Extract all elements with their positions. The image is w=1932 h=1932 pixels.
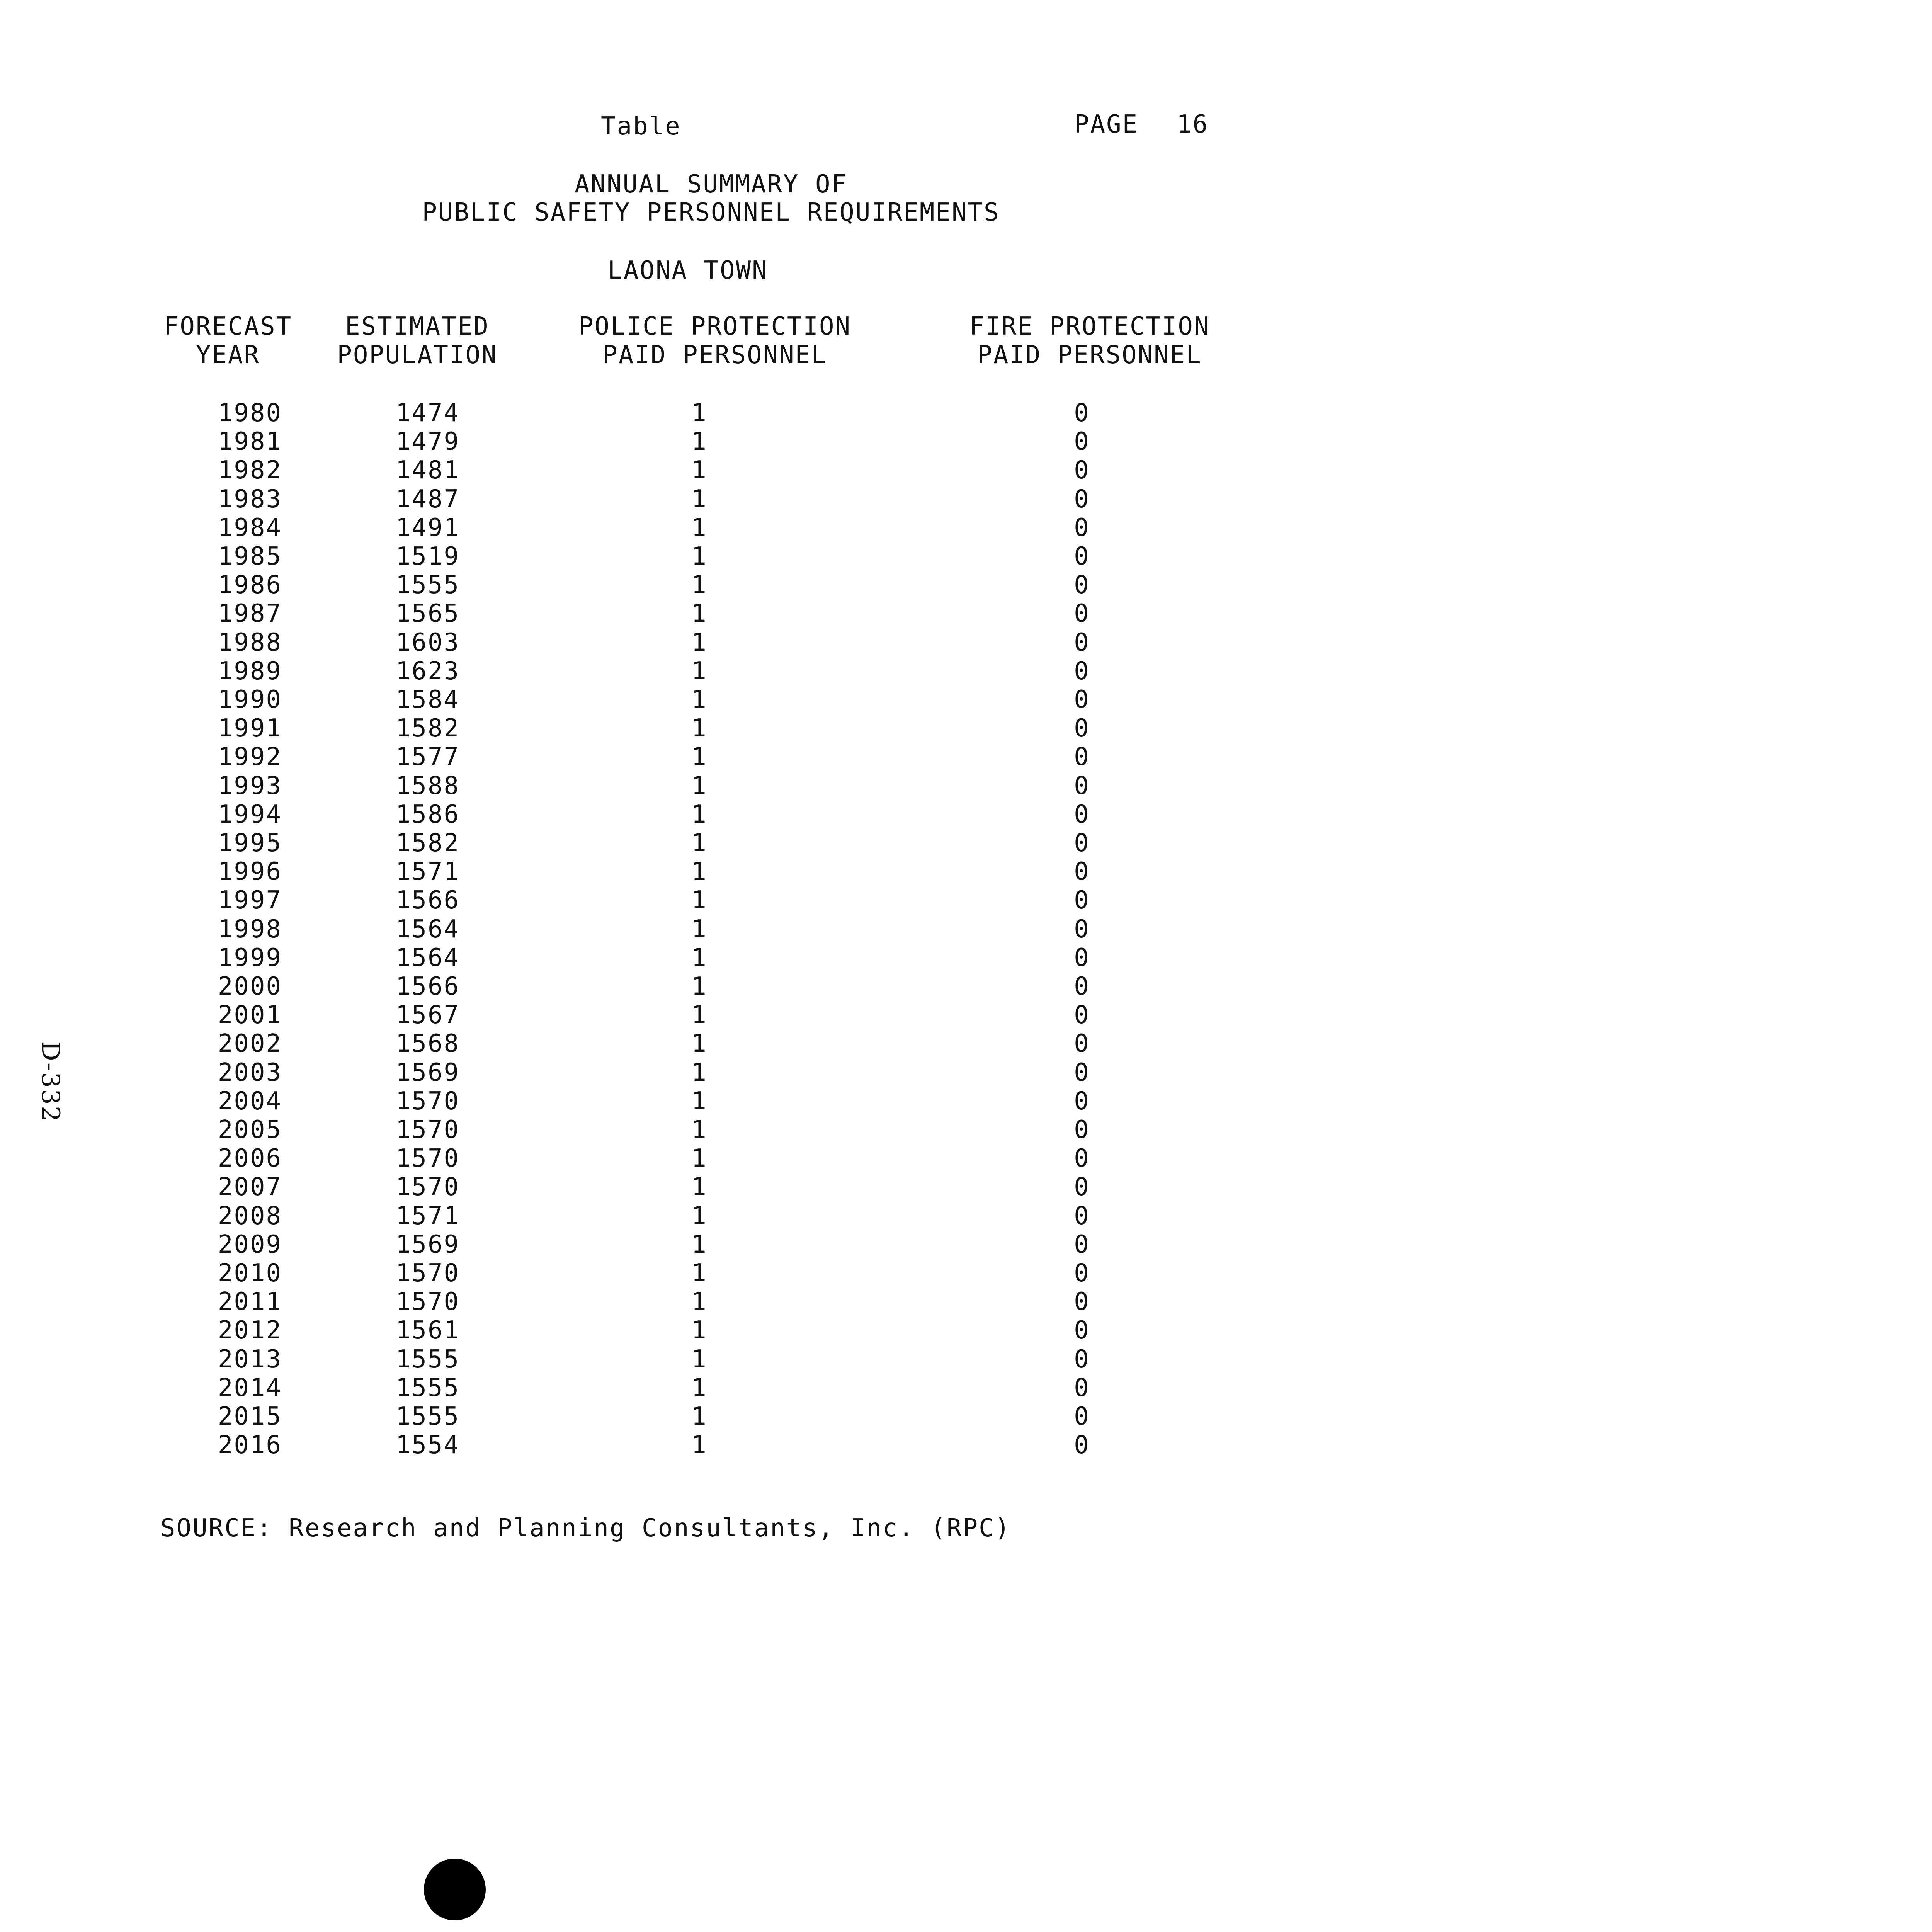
cell-year: 2015: [218, 1402, 282, 1431]
col-header-year-1: FORECAST: [163, 312, 293, 341]
cell-population: 1474: [395, 399, 460, 427]
cell-population: 1554: [395, 1431, 460, 1459]
cell-police-personnel: 1: [691, 743, 707, 771]
cell-police-personnel: 1: [691, 772, 707, 800]
cell-police-personnel: 1: [691, 1087, 707, 1116]
cell-year: 2016: [218, 1431, 282, 1459]
cell-police-personnel: 1: [691, 1029, 707, 1058]
cell-population: 1568: [395, 1029, 460, 1058]
cell-year: 2010: [218, 1259, 282, 1287]
cell-fire-personnel: 0: [1074, 1116, 1090, 1144]
cell-population: 1577: [395, 743, 460, 771]
cell-year: 1994: [218, 800, 282, 829]
cell-police-personnel: 1: [691, 829, 707, 857]
cell-fire-personnel: 0: [1074, 1431, 1090, 1459]
cell-police-personnel: 1: [691, 1374, 707, 1402]
cell-police-personnel: 1: [691, 1116, 707, 1144]
cell-police-personnel: 1: [691, 857, 707, 886]
cell-population: 1570: [395, 1144, 460, 1173]
cell-police-personnel: 1: [691, 1345, 707, 1374]
table-label: Table: [601, 112, 681, 141]
cell-police-personnel: 1: [691, 628, 707, 657]
cell-police-personnel: 1: [691, 1058, 707, 1087]
cell-fire-personnel: 0: [1074, 514, 1090, 542]
cell-fire-personnel: 0: [1074, 685, 1090, 714]
cell-police-personnel: 1: [691, 1259, 707, 1287]
cell-fire-personnel: 0: [1074, 1374, 1090, 1402]
cell-year: 1992: [218, 743, 282, 771]
cell-year: 2009: [218, 1230, 282, 1259]
cell-year: 1984: [218, 514, 282, 542]
cell-fire-personnel: 0: [1074, 1316, 1090, 1345]
title-line-2: PUBLIC SAFETY PERSONNEL REQUIREMENTS: [422, 198, 1000, 227]
cell-police-personnel: 1: [691, 1230, 707, 1259]
cell-year: 2005: [218, 1116, 282, 1144]
cell-population: 1570: [395, 1173, 460, 1201]
cell-fire-personnel: 0: [1074, 456, 1090, 485]
cell-year: 1998: [218, 915, 282, 944]
cell-police-personnel: 1: [691, 685, 707, 714]
cell-police-personnel: 1: [691, 1316, 707, 1345]
source-note: SOURCE: Research and Planning Consultants, Inc. (RPC): [160, 1514, 1011, 1543]
cell-fire-personnel: 0: [1074, 915, 1090, 944]
cell-year: 2014: [218, 1374, 282, 1402]
cell-fire-personnel: 0: [1074, 1202, 1090, 1230]
cell-year: 2006: [218, 1144, 282, 1173]
cell-fire-personnel: 0: [1074, 542, 1090, 571]
cell-fire-personnel: 0: [1074, 1144, 1090, 1173]
cell-year: 1995: [218, 829, 282, 857]
cell-year: 1980: [218, 399, 282, 427]
cell-fire-personnel: 0: [1074, 628, 1090, 657]
cell-police-personnel: 1: [691, 399, 707, 427]
cell-year: 1988: [218, 628, 282, 657]
cell-fire-personnel: 0: [1074, 1287, 1090, 1316]
col-header-police-2: PAID PERSONNEL: [602, 341, 827, 369]
cell-year: 1986: [218, 571, 282, 599]
cell-fire-personnel: 0: [1074, 1230, 1090, 1259]
col-header-year-2: YEAR: [196, 341, 260, 369]
cell-population: 1565: [395, 599, 460, 628]
cell-year: 2011: [218, 1287, 282, 1316]
cell-population: 1582: [395, 829, 460, 857]
col-header-fire-1: FIRE PROTECTION: [969, 312, 1210, 341]
cell-year: 1997: [218, 886, 282, 915]
cell-police-personnel: 1: [691, 514, 707, 542]
cell-population: 1481: [395, 456, 460, 485]
cell-population: 1582: [395, 714, 460, 743]
cell-police-personnel: 1: [691, 800, 707, 829]
cell-population: 1623: [395, 657, 460, 685]
cell-population: 1567: [395, 1001, 460, 1029]
cell-police-personnel: 1: [691, 915, 707, 944]
cell-fire-personnel: 0: [1074, 886, 1090, 915]
cell-fire-personnel: 0: [1074, 829, 1090, 857]
cell-police-personnel: 1: [691, 1001, 707, 1029]
cell-population: 1564: [395, 915, 460, 944]
cell-population: 1569: [395, 1230, 460, 1259]
cell-population: 1584: [395, 685, 460, 714]
cell-year: 2000: [218, 972, 282, 1001]
cell-population: 1519: [395, 542, 460, 571]
cell-fire-personnel: 0: [1074, 1058, 1090, 1087]
cell-year: 1987: [218, 599, 282, 628]
col-header-police-1: POLICE PROTECTION: [578, 312, 852, 341]
cell-year: 2004: [218, 1087, 282, 1116]
cell-population: 1566: [395, 886, 460, 915]
cell-population: 1479: [395, 427, 460, 456]
cell-fire-personnel: 0: [1074, 857, 1090, 886]
cell-year: 1989: [218, 657, 282, 685]
cell-population: 1570: [395, 1287, 460, 1316]
cell-population: 1487: [395, 485, 460, 514]
cell-population: 1491: [395, 514, 460, 542]
cell-year: 1990: [218, 685, 282, 714]
cell-population: 1586: [395, 800, 460, 829]
cell-population: 1571: [395, 857, 460, 886]
cell-police-personnel: 1: [691, 571, 707, 599]
cell-population: 1588: [395, 772, 460, 800]
cell-year: 1996: [218, 857, 282, 886]
cell-population: 1570: [395, 1116, 460, 1144]
cell-fire-personnel: 0: [1074, 1029, 1090, 1058]
side-page-label: D-332: [36, 1041, 65, 1123]
cell-police-personnel: 1: [691, 1287, 707, 1316]
cell-year: 2007: [218, 1173, 282, 1201]
cell-fire-personnel: 0: [1074, 485, 1090, 514]
cell-year: 2002: [218, 1029, 282, 1058]
cell-year: 1981: [218, 427, 282, 456]
cell-police-personnel: 1: [691, 714, 707, 743]
cell-year: 1991: [218, 714, 282, 743]
cell-population: 1555: [395, 1402, 460, 1431]
cell-police-personnel: 1: [691, 1202, 707, 1230]
page-number: 16: [1177, 110, 1209, 139]
cell-year: 1999: [218, 944, 282, 972]
cell-police-personnel: 1: [691, 427, 707, 456]
cell-year: 2001: [218, 1001, 282, 1029]
cell-police-personnel: 1: [691, 599, 707, 628]
cell-fire-personnel: 0: [1074, 571, 1090, 599]
cell-year: 1993: [218, 772, 282, 800]
cell-police-personnel: 1: [691, 542, 707, 571]
cell-fire-personnel: 0: [1074, 1087, 1090, 1116]
cell-police-personnel: 1: [691, 1173, 707, 1201]
cell-year: 2003: [218, 1058, 282, 1087]
cell-year: 1982: [218, 456, 282, 485]
cell-population: 1570: [395, 1259, 460, 1287]
cell-population: 1569: [395, 1058, 460, 1087]
cell-fire-personnel: 0: [1074, 972, 1090, 1001]
cell-year: 2008: [218, 1202, 282, 1230]
cell-police-personnel: 1: [691, 1144, 707, 1173]
cell-police-personnel: 1: [691, 1431, 707, 1459]
cell-fire-personnel: 0: [1074, 657, 1090, 685]
cell-fire-personnel: 0: [1074, 399, 1090, 427]
col-header-fire-2: PAID PERSONNEL: [977, 341, 1202, 369]
col-header-population-2: POPULATION: [337, 341, 498, 369]
cell-fire-personnel: 0: [1074, 743, 1090, 771]
cell-population: 1555: [395, 571, 460, 599]
punch-hole-left: [424, 1859, 486, 1920]
cell-year: 2013: [218, 1345, 282, 1374]
cell-fire-personnel: 0: [1074, 800, 1090, 829]
cell-fire-personnel: 0: [1074, 1001, 1090, 1029]
cell-police-personnel: 1: [691, 657, 707, 685]
cell-year: 1985: [218, 542, 282, 571]
location-title: LAONA TOWN: [607, 256, 768, 285]
cell-police-personnel: 1: [691, 886, 707, 915]
cell-police-personnel: 1: [691, 1402, 707, 1431]
cell-fire-personnel: 0: [1074, 1259, 1090, 1287]
cell-population: 1570: [395, 1087, 460, 1116]
title-line-1: ANNUAL SUMMARY OF: [574, 170, 848, 199]
cell-police-personnel: 1: [691, 456, 707, 485]
cell-fire-personnel: 0: [1074, 599, 1090, 628]
cell-fire-personnel: 0: [1074, 772, 1090, 800]
cell-police-personnel: 1: [691, 485, 707, 514]
cell-year: 2012: [218, 1316, 282, 1345]
cell-fire-personnel: 0: [1074, 1173, 1090, 1201]
page-label: PAGE: [1074, 110, 1139, 139]
cell-police-personnel: 1: [691, 944, 707, 972]
cell-fire-personnel: 0: [1074, 1402, 1090, 1431]
cell-fire-personnel: 0: [1074, 1345, 1090, 1374]
cell-population: 1564: [395, 944, 460, 972]
col-header-population-1: ESTIMATED: [345, 312, 490, 341]
cell-population: 1561: [395, 1316, 460, 1345]
cell-population: 1555: [395, 1374, 460, 1402]
cell-population: 1555: [395, 1345, 460, 1374]
cell-population: 1603: [395, 628, 460, 657]
cell-population: 1566: [395, 972, 460, 1001]
cell-police-personnel: 1: [691, 972, 707, 1001]
cell-year: 1983: [218, 485, 282, 514]
cell-fire-personnel: 0: [1074, 427, 1090, 456]
cell-fire-personnel: 0: [1074, 714, 1090, 743]
cell-population: 1571: [395, 1202, 460, 1230]
cell-fire-personnel: 0: [1074, 944, 1090, 972]
